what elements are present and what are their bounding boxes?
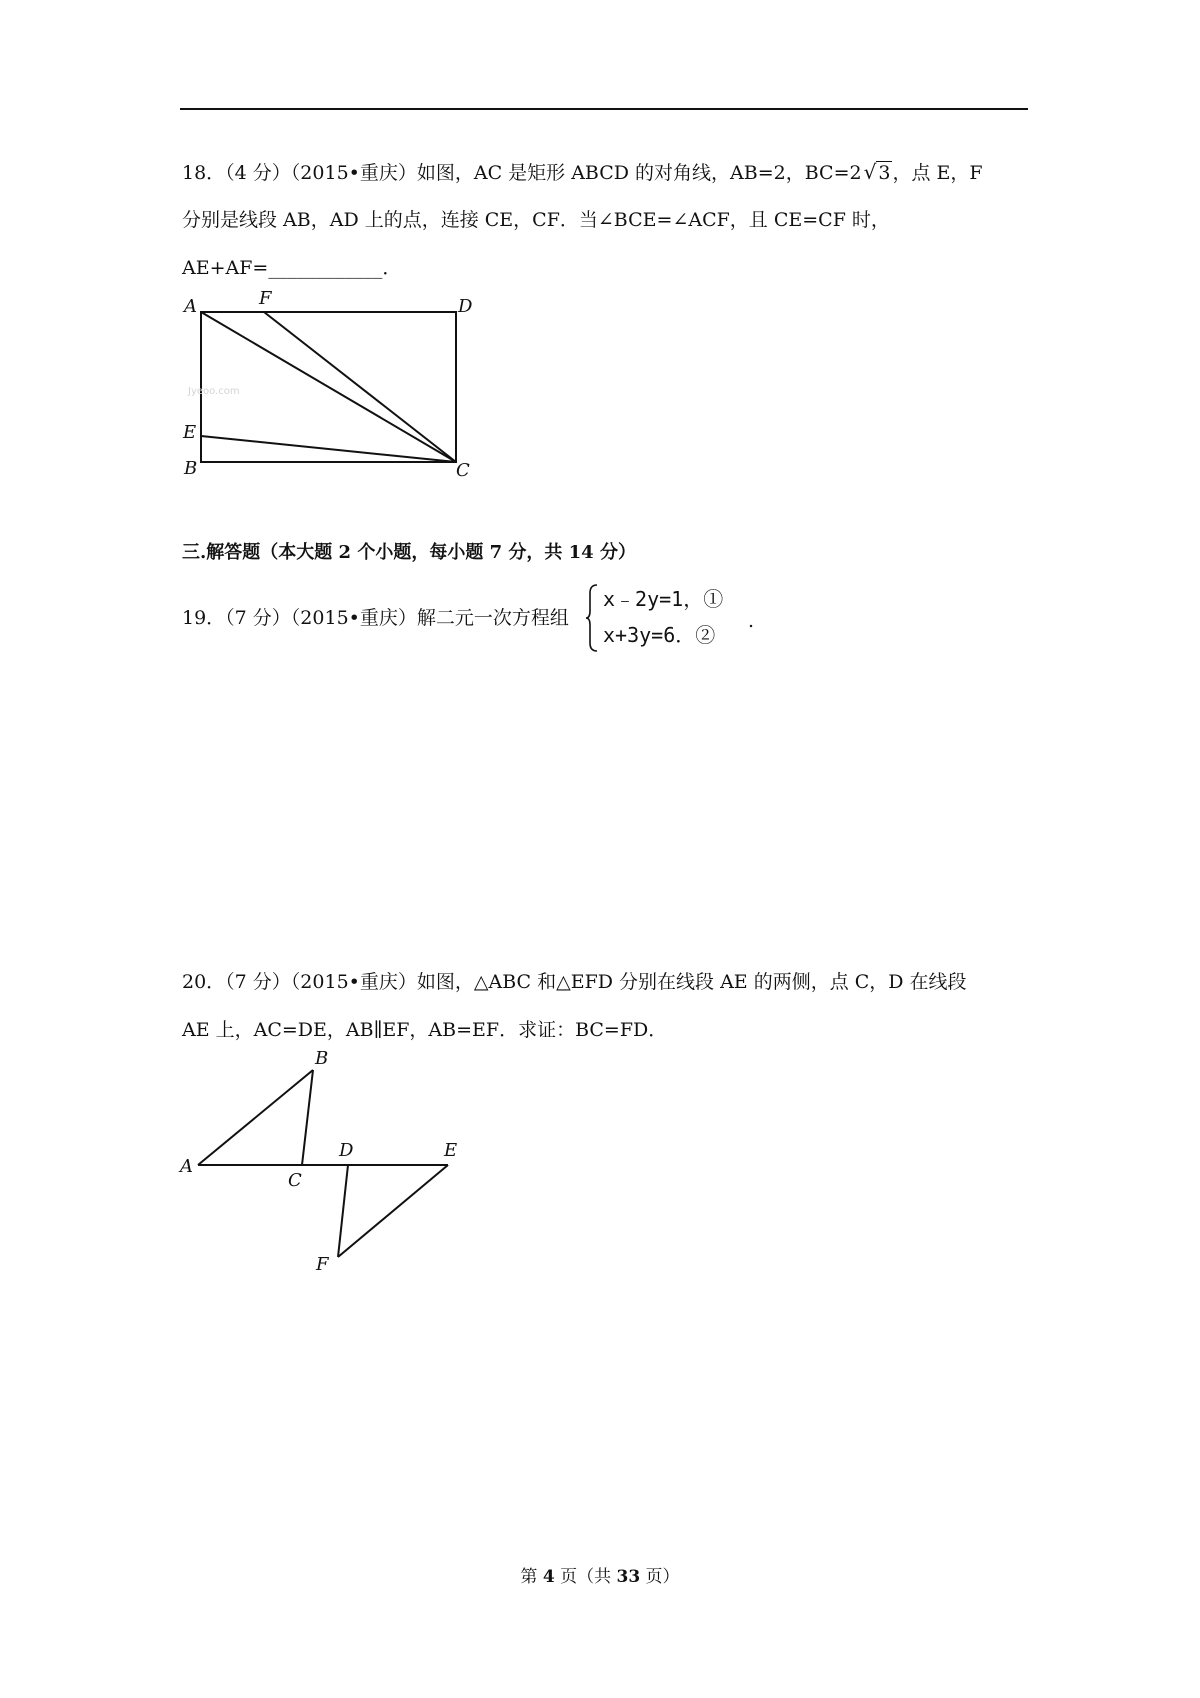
equation-system	[585, 583, 745, 653]
label-d: D	[458, 296, 473, 317]
section-3-title: 三.解答题（本大题 2 个小题，每小题 7 分，共 14 分）	[182, 542, 636, 563]
label-e: E	[444, 1140, 458, 1161]
footer-total-pages: 33	[616, 1567, 641, 1587]
q18-line-1	[182, 160, 983, 185]
label-c: C	[288, 1170, 302, 1191]
footer-middle: 页（共	[554, 1567, 617, 1587]
segment-cf	[264, 312, 456, 462]
q20-triangles-figure	[176, 1040, 486, 1280]
segment-fd	[338, 1165, 348, 1257]
footer-prefix: 第	[520, 1567, 543, 1587]
label-f: F	[316, 1254, 329, 1275]
equation-2: x+3y=6．②	[603, 623, 716, 647]
q18-line-2: 分别是线段 AB，AD 上的点，连接 CE，CF．当∠BCE=∠ACF，且 CE=CF 时，	[182, 209, 890, 231]
sqrt-radicand: 3	[878, 162, 891, 184]
label-d: D	[339, 1140, 354, 1161]
q20-line-1: 20．（7 分）（2015•重庆）如图，△ABC 和△EFD 分别在线段 AE 的两侧，点 C，D 在线段	[182, 971, 967, 993]
q19-line: 19．（7 分）（2015•重庆）解二元一次方程组	[182, 607, 569, 629]
label-f: F	[259, 290, 272, 309]
label-b: B	[184, 458, 198, 479]
equation-1: x﹣2y=1，①	[603, 587, 724, 611]
q20-line-2: AE 上，AC=DE，AB∥EF，AB=EF．求证：BC=FD．	[182, 1019, 668, 1041]
watermark-text: Jyeoo.com	[188, 386, 240, 397]
footer-suffix: 页）	[640, 1567, 680, 1587]
q18-line-1-pre: 18．（4 分）（2015•重庆）如图，AC 是矩形 ABCD 的对角线，AB=2，BC=2	[182, 162, 862, 184]
label-a: A	[180, 1156, 193, 1177]
segment-ab	[198, 1070, 313, 1165]
header-rule	[180, 108, 1028, 110]
sqrt-symbol: √ 3	[863, 160, 891, 184]
q19-period: .	[748, 610, 755, 632]
label-a: A	[184, 296, 197, 317]
q18-line-1-post: ，点 E，F	[892, 162, 983, 184]
segment-ef	[338, 1165, 448, 1257]
segment-bc	[302, 1070, 313, 1165]
label-b: B	[315, 1048, 329, 1069]
footer-page-number: 4	[542, 1567, 555, 1587]
label-e: E	[183, 422, 197, 443]
label-c: C	[456, 460, 470, 481]
q18-line-3: AE+AF=____________．	[182, 257, 402, 279]
page-footer	[0, 1562, 1200, 1587]
left-brace-icon	[585, 583, 599, 653]
